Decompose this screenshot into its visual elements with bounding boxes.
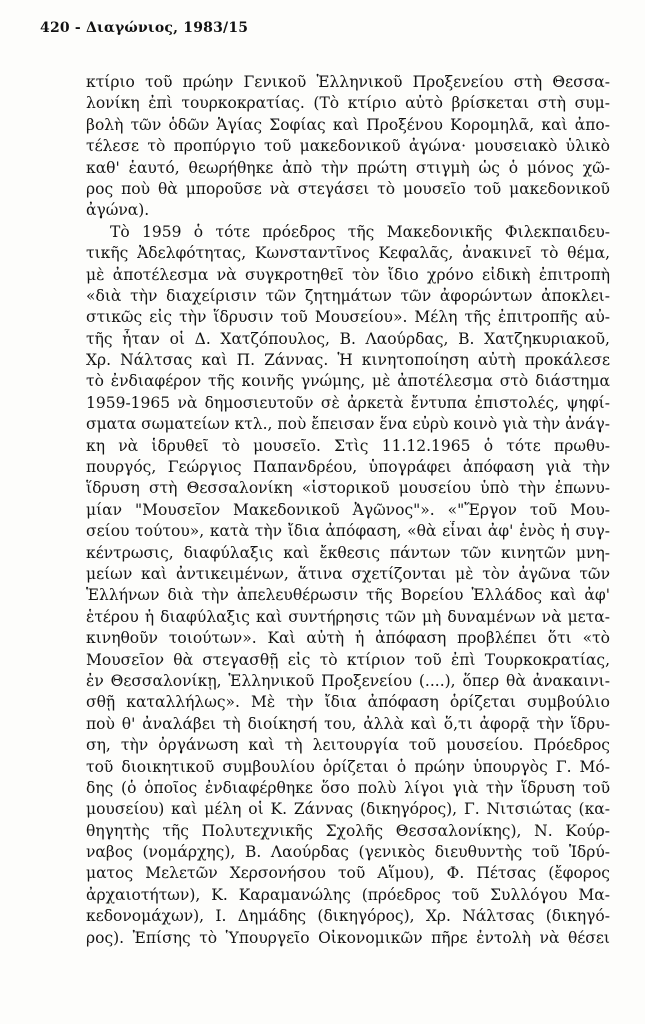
text-line: ἐν Θεσσαλονίκῃ, Ἑλληνικοῦ Προξενείου (....), ὅπερ θὰ ἀνακαινι-: [86, 671, 610, 690]
text-line: ρος). Ἐπίσης τὸ Ὑπουργεῖο Οἰκονομικῶν πῆρε ἐντολὴ νὰ θέσει: [86, 928, 610, 947]
text-line: κινηθοῦν τοιούτων». Καὶ αὐτὴ ἡ ἀπόφαση προβλέπει ὅτι «τὸ: [86, 629, 610, 648]
text-line: ἀγώνα).: [86, 201, 150, 220]
text-line: σείου τούτου», κατὰ τὴν ἴδια ἀπόφαση, «θὰ εἶναι ἀφ' ἑνὸς ἡ συγ-: [86, 522, 610, 541]
text-line: Μουσεῖον θὰ στεγασθῇ εἰς τὸ κτίριον τοῦ ἐπὶ Τουρκοκρατίας,: [86, 650, 610, 669]
text-line: σματα σωματείων κτλ., ποὺ ἔπεισαν ἕνα εὐρὺ κοινὸ γιὰ τὴν ἀνάγ-: [86, 415, 610, 434]
text-line: ματος Μελετῶν Χερσονήσου τοῦ Αἵμου), Φ. Πέτσας (ἔφορος: [86, 864, 610, 883]
text-line: τῆς ἦταν οἱ Δ. Χατζόπουλος, Β. Λαούρδας, Β. Χατζηκυριακοῦ,: [86, 329, 610, 348]
text-line: κη νὰ ἱδρυθεῖ τὸ μουσεῖο. Στὶς 11.12.1965 ὁ τότε πρωθυ-: [86, 436, 610, 455]
text-line: Τὸ 1959 ὁ τότε πρόεδρος τῆς Μακεδονικῆς Φιλεκπαιδευ-: [110, 222, 610, 241]
text-line: ἀρχαιοτήτων), Κ. Καραμανώλης (πρόεδρος τοῦ Συλλόγου Μα-: [86, 885, 610, 904]
text-line: Χρ. Νάλτσας καὶ Π. Ζάννας. Ἡ κινητοποίηση αὐτὴ προκάλεσε: [86, 351, 610, 370]
text-line: μουσείου) καὶ μέλη οἱ Κ. Ζάννας (δικηγόρος), Γ. Νιτσιώτας (κα-: [86, 800, 610, 819]
text-line: τικῆς Ἀδελφότητας, Κωνσταντῖνος Κεφαλᾶς, ἀνακινεῖ τὸ θέμα,: [86, 244, 610, 263]
text-line: βολὴ τῶν ὁδῶν Ἁγίας Σοφίας καὶ Προξένου Κορομηλᾶ, καὶ ἀπο-: [86, 115, 610, 134]
text-line: καθ' ἑαυτό, θεωρήθηκε ἀπὸ τὴν πρώτη στιγμὴ ὡς ὁ μόνος χῶ-: [86, 158, 610, 177]
text-line: μείων καὶ ἀντικειμένων, ἅτινα σχετίζονται μὲ τὸν ἀγῶνα τῶν: [86, 564, 610, 583]
text-line: κεδονομάχων), Ι. Δημάδης (δικηγόρος), Χρ. Νάλτσας (δικηγό-: [86, 907, 610, 926]
running-head: 420 - Διαγώνιος, 1983/15: [40, 20, 249, 36]
text-line: κέντρωσις, διαφύλαξις καὶ ἔκθεσις πάντων τῶν κινητῶν μνη-: [86, 543, 610, 562]
text-line: τοῦ διοικητικοῦ συμβουλίου ὁρίζεται ὁ πρώην ὑπουργὸς Γ. Μό-: [86, 757, 610, 776]
body-text: [86, 72, 610, 949]
text-line: «διὰ τὴν διαχείρισιν τῶν ζητημάτων τῶν ἀφορώντων ἀποκλει-: [86, 286, 610, 305]
text-line: ἵδρυση στὴ Θεσσαλονίκη «ἱστορικοῦ μουσείου ὑπὸ τὴν ἐπωνυ-: [86, 479, 610, 498]
text-line: μίαν "Μουσεῖον Μακεδονικοῦ Ἀγῶνος"». «"Ἔργον τοῦ Μου-: [86, 500, 610, 519]
text-line: μὲ ἀποτέλεσμα νὰ συγκροτηθεῖ τὸν ἴδιο χρόνο εἰδικὴ ἐπιτροπὴ: [86, 265, 610, 284]
text-line: σθῇ καταλλήλως». Μὲ τὴν ἴδια ἀπόφαση ὁρίζεται συμβούλιο: [86, 693, 610, 712]
text-line: ναβος (νομάρχης), Β. Λαούρδας (γενικὸς διευθυντὴς τοῦ Ἱδρύ-: [86, 843, 610, 862]
text-line: ρος ποὺ θὰ μποροῦσε νὰ στεγάσει τὸ μουσεῖο τοῦ μακεδονικοῦ: [86, 179, 610, 198]
text-line: πουργός, Γεώργιος Παπανδρέου, ὑπογράφει ἀπόφαση γιὰ τὴν: [86, 458, 610, 477]
text-line: λονίκη ἐπὶ τουρκοκρατίας. (Τὸ κτίριο αὐτὸ βρίσκεται στὴ συμ-: [86, 94, 610, 113]
text-line: δης (ὁ ὁποῖος ἐνδιαφέρθηκε ὅσο πολὺ λίγοι γιὰ τὴν ἵδρυση τοῦ: [86, 778, 610, 797]
text-line: ποὺ θ' ἀναλάβει τὴ διοίκησή του, ἀλλὰ καὶ ὅ,τι ἀφορᾷ τὴν ἵδρυ-: [86, 714, 610, 733]
text-line: κτίριο τοῦ πρώην Γενικοῦ Ἑλληνικοῦ Προξενείου στὴ Θεσσα-: [86, 73, 610, 91]
text-line: τὸ ἐνδιαφέρον τῆς κοινῆς γνώμης, μὲ ἀποτέλεσμα στὸ διάστημα: [86, 372, 610, 391]
text-line: ση, τὴν ὀργάνωση καὶ τὴ λειτουργία τοῦ μουσείου. Πρόεδρος: [86, 736, 610, 755]
text-line: θηγητὴς τῆς Πολυτεχνικῆς Σχολῆς Θεσσαλονίκης), Ν. Κούρ-: [86, 821, 610, 840]
text-line: τέλεσε τὸ προπύργιο τοῦ μακεδονικοῦ ἀγώνα· μουσειακὸ ὑλικὸ: [86, 137, 610, 156]
text-line: ἑτέρου ἡ διαφύλαξις καὶ συντήρησις τῶν μὴ δυναμένων νὰ μετα-: [86, 607, 610, 626]
text-line: στικῶς εἰς τὴν ἵδρυσιν τοῦ Μουσείου». Μέλη τῆς ἐπιτροπῆς αὐ-: [86, 308, 610, 327]
text-line: Ἑλλήνων διὰ τὴν ἀπελευθέρωσιν τῆς Βορείου Ἑλλάδος καὶ ἀφ': [86, 586, 610, 605]
text-line: 1959-1965 νὰ δημοσιευτοῦν σὲ ἀρκετὰ ἔντυπα ἐπιστολές, ψηφί-: [86, 393, 610, 412]
